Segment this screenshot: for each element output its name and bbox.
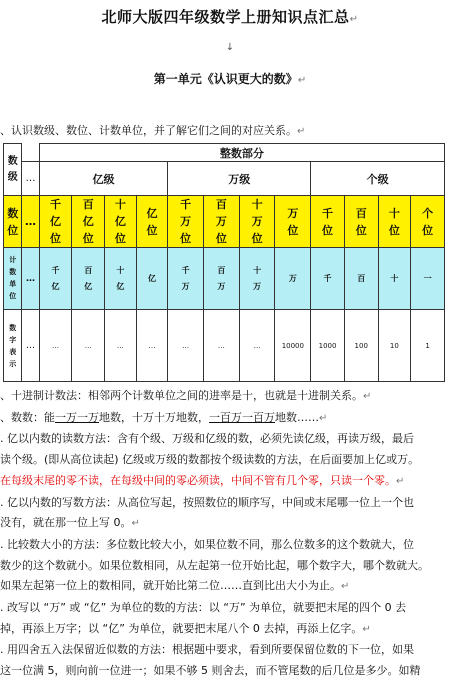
position-cell: 亿 位 bbox=[136, 196, 168, 248]
counting-unit-cell: 万 bbox=[275, 248, 311, 310]
unit-title: 第一单元《认识更大的数》↵ bbox=[153, 72, 307, 86]
dots-cell: … bbox=[22, 248, 39, 310]
counting-unit-cell: 百 万 bbox=[204, 248, 240, 310]
digit-cell: … bbox=[204, 310, 240, 382]
dots-cell: … bbox=[22, 162, 39, 196]
paragraph-mark-icon: ↵ bbox=[349, 14, 359, 25]
position-cell: 万 位 bbox=[275, 196, 311, 248]
position-cell: 十 万 位 bbox=[239, 196, 275, 248]
counting-unit-cell: 十 bbox=[378, 248, 411, 310]
digit-label: 数 字 表 示 bbox=[4, 310, 22, 382]
line-rewrite-2: 掉，再添上万字；以 “亿” 为单位，就要把末尾八个 0 去掉，再添上亿字。↵ bbox=[0, 621, 371, 635]
digit-cell: … bbox=[168, 310, 204, 382]
counting-unit-label: 计 数 单 位 bbox=[4, 248, 22, 310]
line-writing-1: . 亿以内数的写数方法：从高位写起，按照数位的顺序写，中间或末尾哪一位上一个也 bbox=[0, 495, 414, 509]
counting-unit-cell: 一 bbox=[411, 248, 445, 310]
level-wan: 万级 bbox=[168, 162, 311, 196]
position-cell: 十 位 bbox=[378, 196, 411, 248]
line-rounding-2: 这一位满 5，则向前一位进一；如果不够 5 则舍去，而不管尾数的后几位是多少。如精 bbox=[0, 664, 421, 678]
line-rewrite-1: . 改写以 “万” 或 “亿” 为单位的数的方法：以 “万” 为单位，就要把末尾的四个 0 去 bbox=[0, 601, 407, 615]
line-compare-2: 数少的这个数就小。如果位数相同，从左起第一位开始比起，哪个数字大，哪个数就大。 bbox=[0, 558, 429, 572]
position-cell: 十 亿 位 bbox=[105, 196, 137, 248]
digit-cell: 10000 bbox=[275, 310, 311, 382]
digit-cell: … bbox=[136, 310, 168, 382]
line-reading-1: . 亿以内数的读数方法：含有个级、万级和亿级的数，必须先读亿级，再读万级，最后 bbox=[0, 432, 414, 446]
content-body bbox=[0, 386, 460, 682]
counting-unit-cell: 百 bbox=[344, 248, 378, 310]
digit-cell: 1000 bbox=[311, 310, 345, 382]
counting-unit-cell: 千 bbox=[311, 248, 345, 310]
position-cell: 千 亿 位 bbox=[39, 196, 72, 248]
position-cell: 个 位 bbox=[411, 196, 445, 248]
line-compare-3: 如果左起第一位上的数相同，就开始比第二位……直到比出大小为止。↵ bbox=[0, 579, 350, 593]
digit-cell: … bbox=[72, 310, 105, 382]
position-cell: 百 万 位 bbox=[204, 196, 240, 248]
position-cell: 百 位 bbox=[344, 196, 378, 248]
line-writing-2: 没有，就在那一位上写 0。↵ bbox=[0, 516, 140, 530]
digit-cell: 100 bbox=[344, 310, 378, 382]
counting-unit-cell: 十 亿 bbox=[105, 248, 137, 310]
digit-cell: … bbox=[39, 310, 72, 382]
place-value-table bbox=[3, 143, 445, 382]
level-ge: 个级 bbox=[311, 162, 445, 196]
line-reading-2: 读个级。(即从高位读起) 亿级或万级的数都按个级读数的方法，在后面要加上亿或万。 bbox=[0, 453, 420, 467]
line-rounding-1: . 用四舍五入法保留近似数的方法：根据题中要求，看到所要保留位数的下一位，如果 bbox=[0, 643, 414, 657]
intro-text: 、认识数级、数位、计数单位，并了解它们之间的对应关系。↵ bbox=[0, 124, 306, 137]
document-title: 北师大版四年级数学上册知识点汇总↵ bbox=[101, 8, 359, 26]
position-cell: 千 万 位 bbox=[168, 196, 204, 248]
counting-unit-cell: 亿 bbox=[136, 248, 168, 310]
position-cell: 百 亿 位 bbox=[72, 196, 105, 248]
level-label: 数 级 bbox=[4, 144, 22, 196]
line-counting: 、数数：能一万一万地数，十万十万地数，一百万一百万地数……↵ bbox=[0, 410, 328, 424]
line-compare-1: . 比较数大小的方法：多位数比较大小，如果位数不同，那么位数多的这个数就大，位 bbox=[0, 537, 414, 551]
counting-unit-cell: 百 亿 bbox=[72, 248, 105, 310]
position-label: 数 位 bbox=[4, 196, 22, 248]
counting-unit-cell: 十 万 bbox=[239, 248, 275, 310]
dots-cell: … bbox=[22, 310, 39, 382]
position-cell: 千 位 bbox=[311, 196, 345, 248]
dots-cell: … bbox=[22, 196, 39, 248]
line-reading-zero-rule: 在每级末尾的零不读，在每级中间的零必须读，中间不管有几个零，只读一个零。↵ bbox=[0, 473, 405, 487]
digit-cell: 10 bbox=[378, 310, 411, 382]
digit-cell: … bbox=[105, 310, 137, 382]
level-yi: 亿级 bbox=[39, 162, 168, 196]
down-arrow-icon: ↓ bbox=[225, 42, 235, 53]
counting-unit-cell: 千 万 bbox=[168, 248, 204, 310]
counting-unit-cell: 千 亿 bbox=[39, 248, 72, 310]
integer-part-header: 整数部分 bbox=[39, 144, 444, 162]
digit-cell: 1 bbox=[411, 310, 445, 382]
digit-cell: … bbox=[239, 310, 275, 382]
line-decimal-system: 、十进制计数法：相邻两个计数单位之间的进率是十，也就是十进制关系。↵ bbox=[0, 389, 372, 402]
